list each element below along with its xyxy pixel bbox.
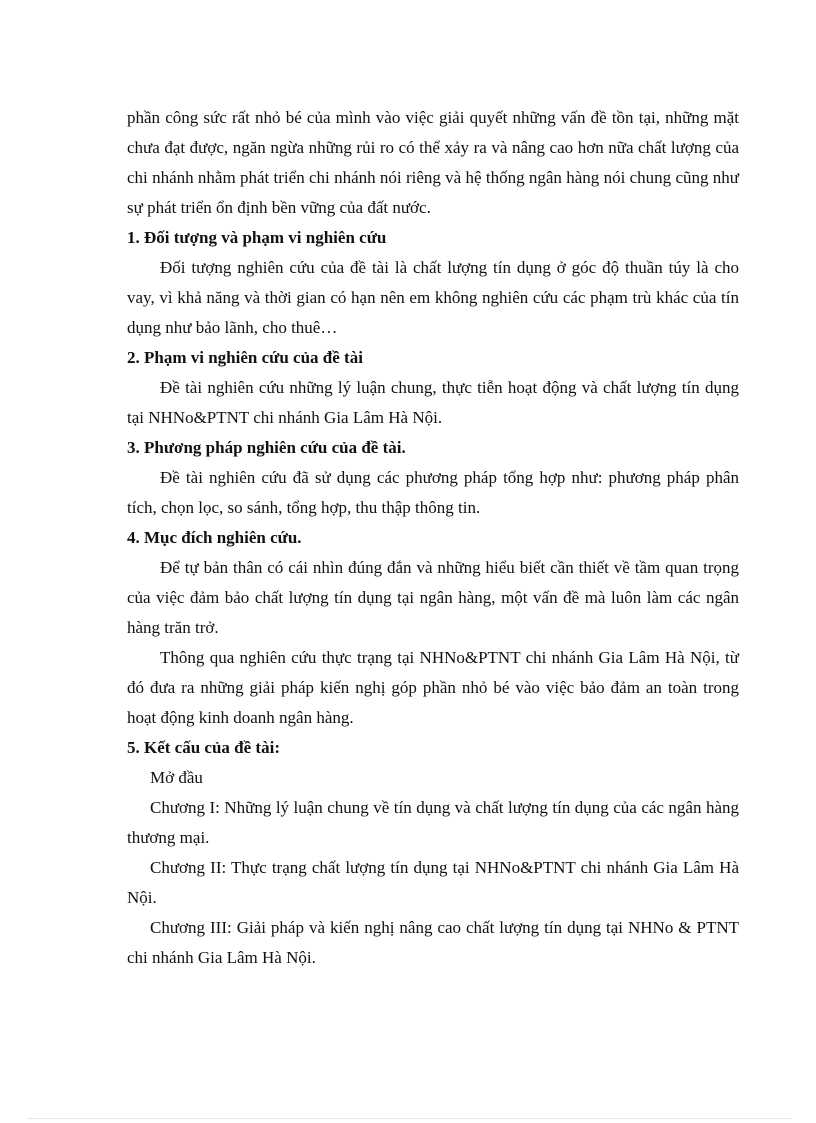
outline-item-chapter-3: Chương III: Giải pháp và kiến nghị nâng cao chất lượng tín dụng tại NHNo & PTNT chi nhánh Gia Lâm Hà Nội. <box>127 918 739 967</box>
section-2-paragraph: Đề tài nghiên cứu những lý luận chung, thực tiễn hoạt động và chất lượng tín dụng tại NHNo&PTNT chi nhánh Gia Lâm Hà Nội. <box>127 378 739 427</box>
section-1-paragraph: Đối tượng nghiên cứu của đề tài là chất lượng tín dụng ở góc độ thuần túy là cho vay, vì khả năng và thời gian có hạn nên em không nghiên cứu các phạm trù khác của tín dụng như bảo lãnh, cho thuê… <box>127 258 739 337</box>
page-bottom-rule <box>28 1118 792 1119</box>
section-heading-3: 3. Phương pháp nghiên cứu của đề tài. <box>127 438 406 457</box>
document-page <box>127 103 739 973</box>
section-3-paragraph: Đề tài nghiên cứu đã sử dụng các phương pháp tổng hợp như: phương pháp phân tích, chọn lọc, so sánh, tổng hợp, thu thập thông tin. <box>127 468 739 517</box>
section-heading-2: 2. Phạm vi nghiên cứu của đề tài <box>127 348 363 367</box>
section-heading-1: 1. Đối tượng và phạm vi nghiên cứu <box>127 228 387 247</box>
section-4-paragraph-2: Thông qua nghiên cứu thực trạng tại NHNo&PTNT chi nhánh Gia Lâm Hà Nội, từ đó đưa ra những giải pháp kiến nghị góp phần nhỏ bé vào việc bảo đảm an toàn trong hoạt động kinh doanh ngân hàng. <box>127 648 739 727</box>
outline-item-chapter-2: Chương II: Thực trạng chất lượng tín dụng tại NHNo&PTNT chi nhánh Gia Lâm Hà Nội. <box>127 858 739 907</box>
section-heading-4: 4. Mục đích nghiên cứu. <box>127 528 302 547</box>
section-heading-5: 5. Kết cấu của đề tài: <box>127 738 280 757</box>
section-4-paragraph-1: Để tự bản thân có cái nhìn đúng đắn và những hiểu biết cần thiết về tầm quan trọng của việc đảm bảo chất lượng tín dụng tại ngân hàng, một vấn đề mà luôn làm các ngân hàng trăn trở. <box>127 558 739 637</box>
outline-item-chapter-1: Chương I: Những lý luận chung về tín dụng và chất lượng tín dụng của các ngân hàng thương mại. <box>127 798 739 847</box>
intro-paragraph: phần công sức rất nhỏ bé của mình vào việc giải quyết những vấn đề tồn tại, những mặt chưa đạt được, ngăn ngừa những rủi ro có thể xảy ra và nâng cao hơn nữa chất lượng của chi nhánh nhằm phát triển chi nhánh nói riêng và hệ thống ngân hàng nói chung cũng như sự phát triển ổn định bền vững của đất nước. <box>127 108 739 217</box>
outline-item-intro: Mở đầu <box>150 768 203 787</box>
